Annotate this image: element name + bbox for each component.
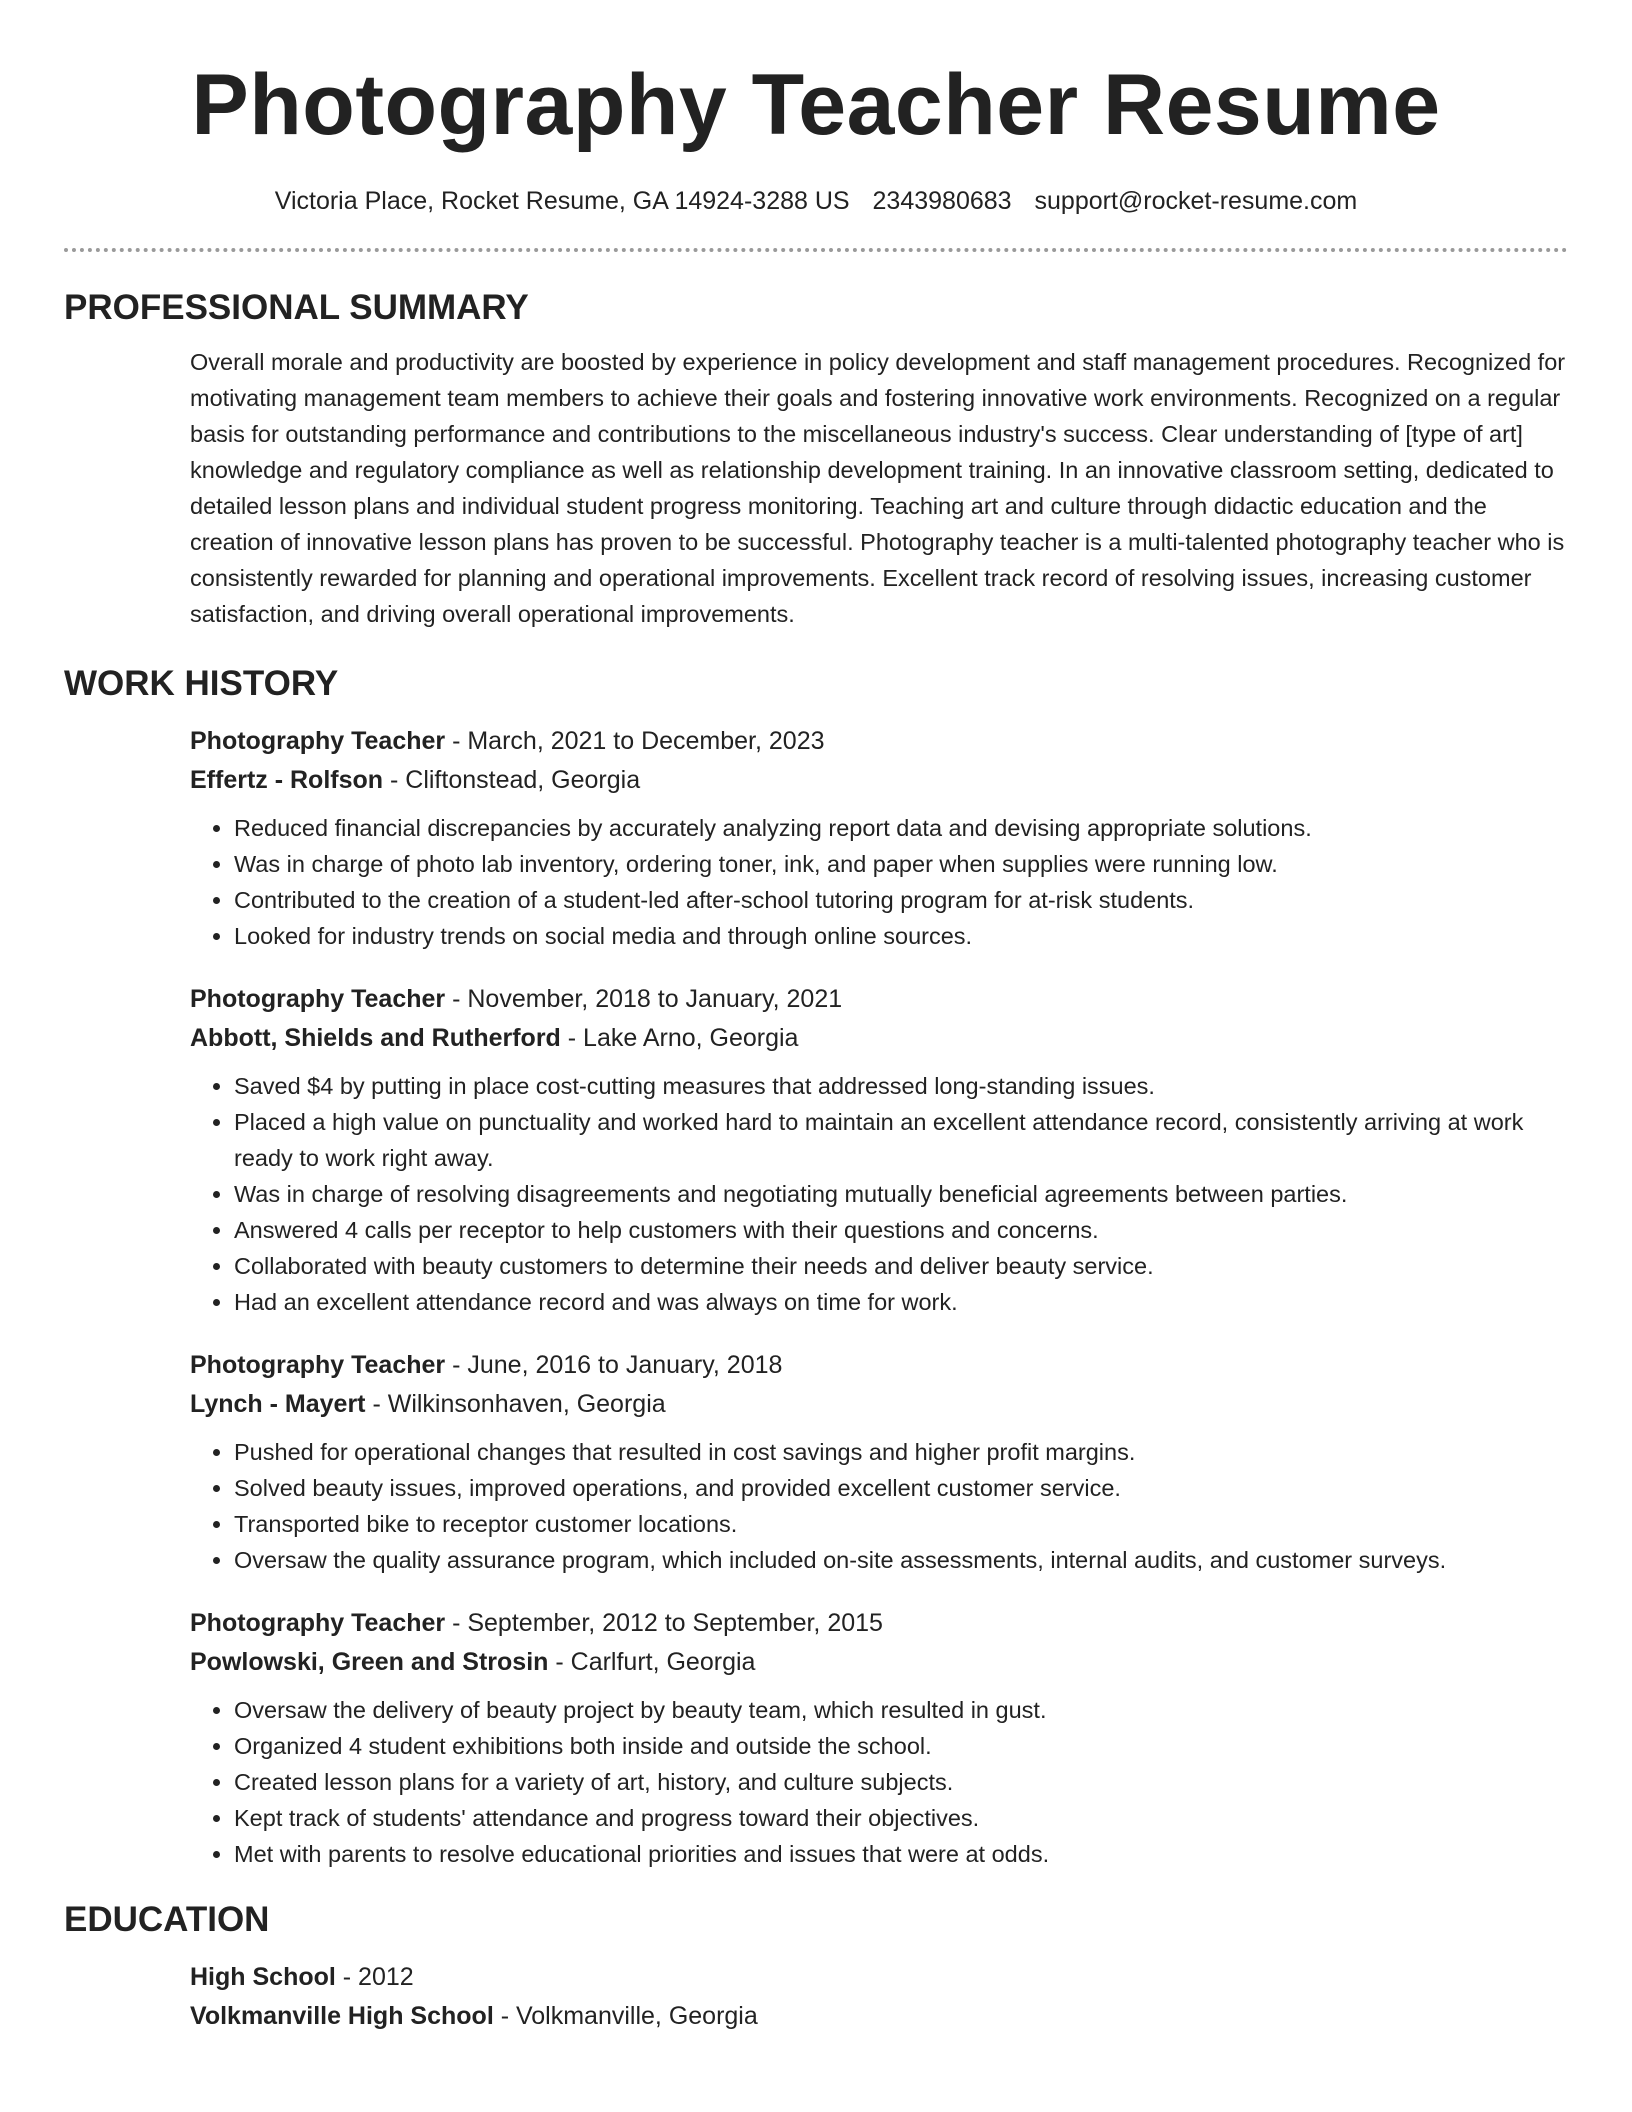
work-history-section (64, 662, 1568, 1872)
header-divider (64, 248, 1568, 252)
job-company: Powlowski, Green and Strosin (190, 1648, 549, 1676)
list-item: • Pushed for operational changes that resulted in cost savings and higher profit margins. (234, 1434, 1568, 1470)
list-item: • Met with parents to resolve educational priorities and issues that were at odds. (234, 1836, 1568, 1872)
job-location: - Cliftonstead, Georgia (383, 766, 641, 794)
work-history-title: WORK HISTORY (64, 664, 339, 703)
job-dates: - June, 2016 to January, 2018 (445, 1351, 783, 1379)
job-bullets (190, 810, 1568, 954)
job-title-line (190, 1346, 1568, 1385)
job-role: Photography Teacher (190, 985, 446, 1013)
work-history-body (190, 722, 1568, 1872)
job-dates: - September, 2012 to September, 2015 (445, 1609, 883, 1637)
list-item: • Reduced financial discrepancies by accurately analyzing report data and devising appropriate solutions. (234, 810, 1568, 846)
list-item: • Had an excellent attendance record and was always on time for work. (234, 1284, 1568, 1320)
education-location: - Volkmanville, Georgia (493, 2002, 758, 2030)
list-item: • Kept track of students' attendance and progress toward their objectives. (234, 1800, 1568, 1836)
page-title: Photography Teacher Resume (191, 57, 1441, 153)
job-role: Photography Teacher (190, 1609, 446, 1637)
summary-section (64, 286, 1568, 632)
job-bullets (190, 1434, 1568, 1578)
resume-header (0, 0, 1632, 218)
job-entry (190, 1604, 1568, 1872)
list-item: • Answered 4 calls per receptor to help customers with their questions and concerns. (234, 1212, 1568, 1248)
education-title: EDUCATION (64, 1900, 270, 1939)
list-item: • Transported bike to receptor customer locations. (234, 1506, 1568, 1542)
education-body (190, 1958, 1568, 2036)
list-item: • Organized 4 student exhibitions both inside and outside the school. (234, 1728, 1568, 1764)
job-title-line (190, 722, 1568, 761)
job-title-line (190, 1604, 1568, 1643)
list-item: • Placed a high value on punctuality and worked hard to maintain an excellent attendance record, consistently arriving at work ready to work right away. (234, 1104, 1568, 1176)
contact-address: Victoria Place, Rocket Resume, GA 14924-3288 US (274, 187, 850, 215)
education-year: - 2012 (335, 1963, 414, 1991)
education-school-line (190, 1997, 1568, 2036)
job-role: Photography Teacher (190, 1351, 446, 1379)
job-entry (190, 980, 1568, 1320)
job-company-line (190, 1019, 1568, 1058)
summary-body (190, 344, 1568, 632)
job-dates: - March, 2021 to December, 2023 (445, 727, 825, 755)
job-title-line (190, 980, 1568, 1019)
list-item: • Oversaw the delivery of beauty project by beauty team, which resulted in gust. (234, 1692, 1568, 1728)
list-item: • Collaborated with beauty customers to determine their needs and deliver beauty service. (234, 1248, 1568, 1284)
list-item: • Created lesson plans for a variety of art, history, and culture subjects. (234, 1764, 1568, 1800)
contact-line (0, 184, 1632, 218)
job-company-line (190, 761, 1568, 800)
job-company: Lynch - Mayert (190, 1390, 366, 1418)
job-company: Effertz - Rolfson (190, 766, 384, 794)
job-company-line (190, 1385, 1568, 1424)
job-bullets (190, 1068, 1568, 1320)
list-item: • Solved beauty issues, improved operations, and provided excellent customer service. (234, 1470, 1568, 1506)
job-entry (190, 1346, 1568, 1578)
education-school: Volkmanville High School (190, 2002, 494, 2030)
job-entry (190, 722, 1568, 954)
summary-title: PROFESSIONAL SUMMARY (64, 288, 529, 327)
job-location: - Wilkinsonhaven, Georgia (365, 1390, 666, 1418)
list-item: • Was in charge of resolving disagreements and negotiating mutually beneficial agreements between parties. (234, 1176, 1568, 1212)
education-degree-line (190, 1958, 1568, 1997)
contact-email: support@rocket-resume.com (1034, 187, 1358, 215)
list-item: • Saved $4 by putting in place cost-cutting measures that addressed long-standing issues. (234, 1068, 1568, 1104)
summary-text: Overall morale and productivity are boosted by experience in policy development and staff management procedures. Recognized for motivating management team members to achieve their goals and fostering innovative work environments. Recognized on a regular basis for outstanding performance and contributions to the miscellaneous industry's success. Clear understanding of [type of art] knowledge and regulatory compliance as well as relationship development training. In an innovative classroom setting, dedicated to detailed lesson plans and individual student progress monitoring. Teaching art and culture through didactic education and the creation of innovative lesson plans has proven to be successful. Photography teacher is a multi-talented photography teacher who is consistently rewarded for planning and operational improvements. Excellent track record of resolving issues, increasing customer satisfaction, and driving overall operational improvements. (190, 349, 1566, 627)
job-dates: - November, 2018 to January, 2021 (445, 985, 843, 1013)
education-degree: High School (190, 1963, 336, 1991)
list-item: • Looked for industry trends on social media and through online sources. (234, 918, 1568, 954)
job-bullets (190, 1692, 1568, 1872)
list-item: • Contributed to the creation of a student-led after-school tutoring program for at-risk students. (234, 882, 1568, 918)
list-item: • Oversaw the quality assurance program, which included on-site assessments, internal audits, and customer surveys. (234, 1542, 1568, 1578)
job-location: - Carlfurt, Georgia (548, 1648, 756, 1676)
job-role: Photography Teacher (190, 727, 446, 755)
list-item: • Was in charge of photo lab inventory, ordering toner, ink, and paper when supplies were running low. (234, 846, 1568, 882)
contact-phone: 2343980683 (872, 187, 1012, 215)
job-company-line (190, 1643, 1568, 1682)
education-section (64, 1898, 1568, 2036)
job-company: Abbott, Shields and Rutherford (190, 1024, 561, 1052)
job-location: - Lake Arno, Georgia (560, 1024, 799, 1052)
